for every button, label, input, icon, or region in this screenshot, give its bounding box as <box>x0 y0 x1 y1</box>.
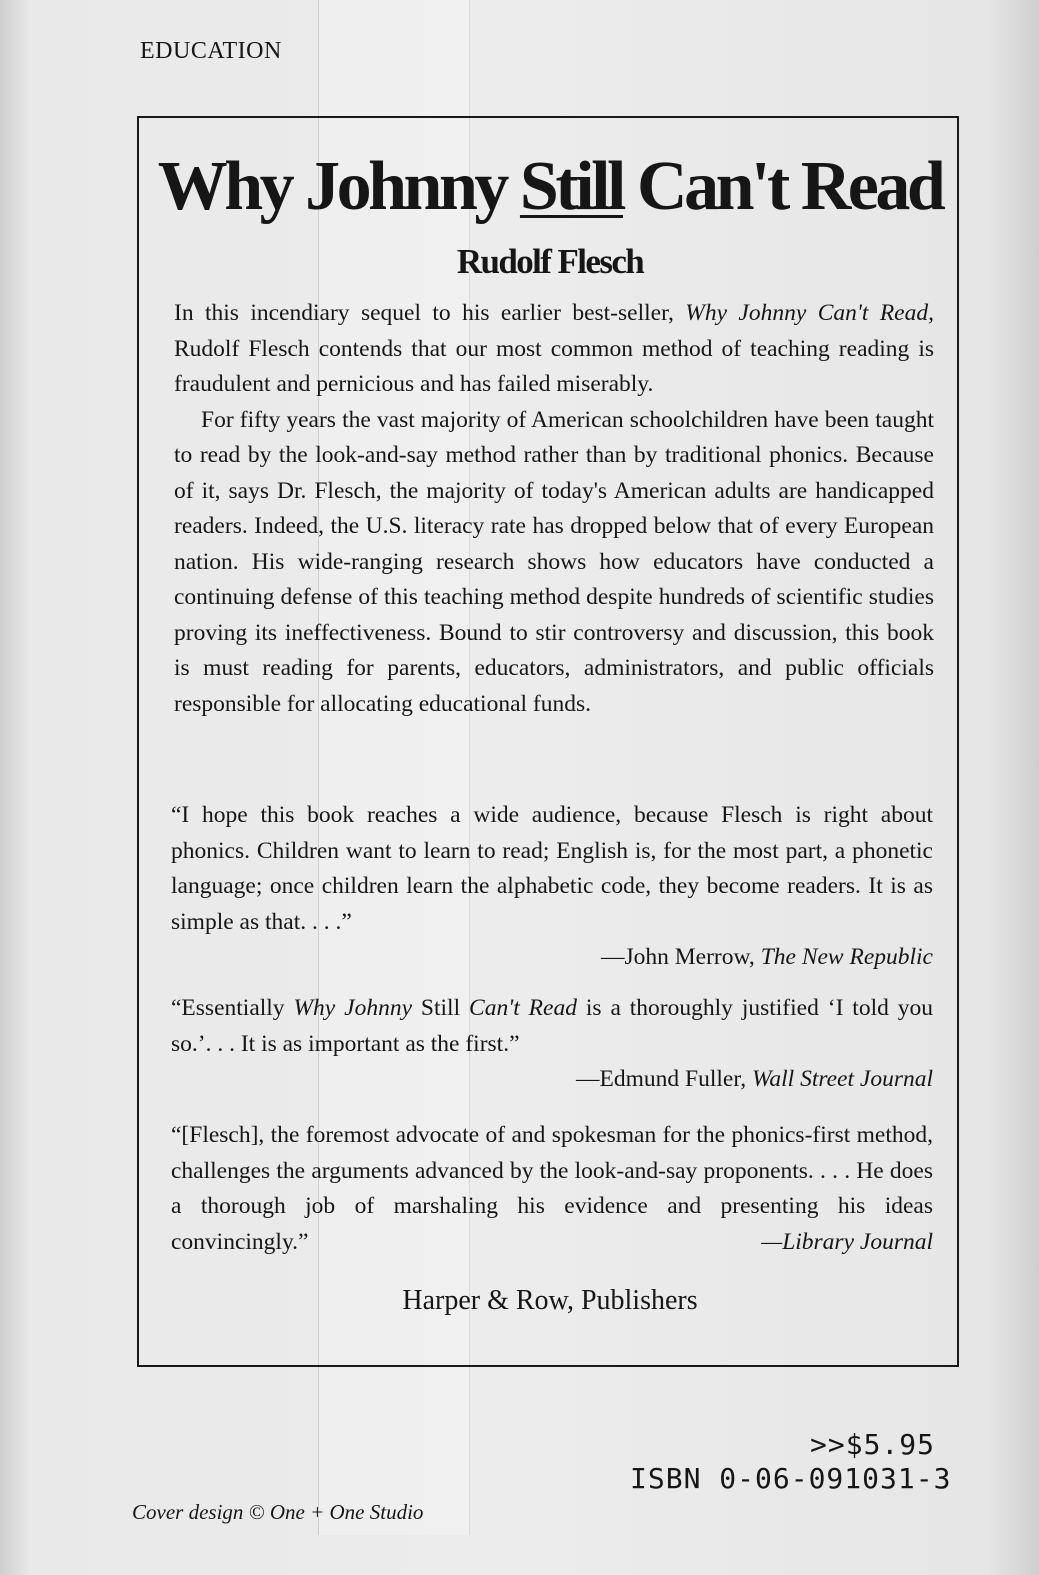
category-label: EDUCATION <box>140 38 282 64</box>
book-author: Rudolf Flesch <box>456 242 644 281</box>
description-paragraph-2: For fifty years the vast majority of American schoolchildren have been taught to read by the look-and-say method rather than by traditional phonics. Because of it, says Dr. Flesch, the majority of today's American adults are handicapped readers. Indeed, the U.S. literacy rate has dropped below that of every European nation. His wide-ranging research shows how educators have conducted a continuing defense of this teaching method despite hundreds of scientific studies proving its ineffectiveness. Bound to stir controversy and discussion, this book is must reading for parents, educators, administrators, and public officials responsible for allocating educational funds. <box>174 406 934 717</box>
quote-1 <box>171 798 933 976</box>
quote-2 <box>171 991 933 1098</box>
quote-source: Wall Street Journal <box>751 1066 933 1092</box>
quote-author: —Edmund Fuller, <box>576 1066 752 1092</box>
quote-text-part: is a thoroughly justified ‘I told you so.’. . . It is as important as the first.” <box>171 995 934 1057</box>
book-title <box>139 148 961 225</box>
quote-attribution <box>171 1062 933 1098</box>
description <box>174 296 934 722</box>
quote-author: —John Merrow, <box>600 944 761 970</box>
quote-text: “I hope this book reaches a wide audience, because Flesch is right about phonics. Children want to learn to read; English is, for the most part, a phonetic language; once children learn the alphabetic code, they become readers. It is as simple as that. . . .” <box>171 802 933 935</box>
quote-text-part: Still <box>412 995 470 1021</box>
quote-text <box>171 1118 933 1260</box>
description-text: Rudolf Flesch contends that our most common method of teaching reading is fraudulent and pernicious and has failed miserably. <box>174 335 934 397</box>
quote-text-part: “Essentially <box>171 995 294 1021</box>
title-emphasis: Still <box>519 148 624 225</box>
quote-3 <box>171 1118 933 1260</box>
quote-attribution <box>171 940 933 976</box>
title-part-1: Why Johnny <box>157 148 520 225</box>
quote-source: —Library Journal <box>761 1228 933 1255</box>
quote-text-part: “[Flesch], the foremost advocate of and spokesman for the phonics-first method, challenges the arguments advanced by the look-and-say proponents. . . . He does a thorough job of marshaling his evidence and presenting his ideas convincingly.” <box>171 1122 933 1255</box>
publisher-name: Harper & Row, Publishers <box>402 1285 698 1316</box>
content-frame <box>137 116 959 1367</box>
quote-text <box>171 991 933 1062</box>
book-reference: Why Johnny <box>293 995 412 1021</box>
book-reference: Can't Read <box>469 995 577 1021</box>
title-part-2: Can't Read <box>623 148 943 225</box>
book-reference: Why Johnny Can't Read, <box>685 300 934 326</box>
isbn-label: ISBN 0-06-091031-3 <box>630 1462 952 1495</box>
quote-source: The New Republic <box>760 944 933 970</box>
description-paragraph-1 <box>174 296 934 403</box>
cover-design-credit: Cover design © One + One Studio <box>132 1500 424 1524</box>
description-text: In this incendiary sequel to his earlier best-seller, <box>174 300 686 326</box>
price-label: >>$5.95 <box>810 1428 936 1461</box>
